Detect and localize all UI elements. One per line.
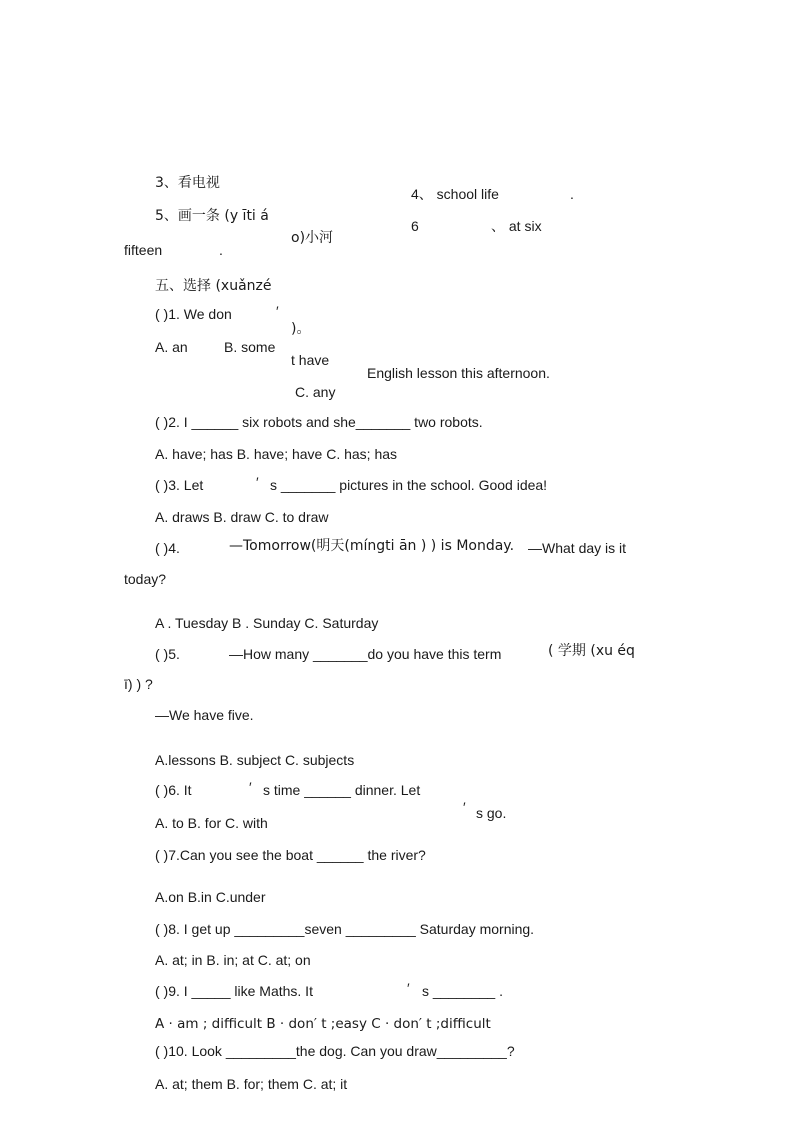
q1-option-b: B. some bbox=[224, 339, 276, 355]
q3-stem-b: s _______ pictures in the school. Good idea! bbox=[270, 477, 548, 493]
q5-answer: —We have five. bbox=[155, 707, 254, 723]
item-5-b: o)小河 bbox=[291, 230, 334, 246]
q4-stem-b: —Tomorrow(明天(míngti ān ) ) is Monday. bbox=[229, 538, 515, 554]
q6-apostrophe-2: ′ bbox=[463, 799, 466, 815]
q5-options: A.lessons B. subject C. subjects bbox=[155, 752, 355, 768]
q8-options: A. at; in B. in; at C. at; on bbox=[155, 952, 311, 968]
q3-apostrophe: ′ bbox=[256, 474, 259, 490]
q10-stem: ( )10. Look _________the dog. Can you draw_________? bbox=[155, 1043, 515, 1059]
q9-apostrophe: ′ bbox=[407, 980, 410, 996]
q5-stem-b: —How many _______do you have this term bbox=[229, 646, 502, 662]
q3-stem-a: ( )3. Let bbox=[155, 477, 204, 493]
item-4: 4、 school life bbox=[411, 186, 499, 202]
q1-stem-c: English lesson this afternoon. bbox=[367, 365, 550, 381]
q6-options: A. to B. for C. with bbox=[155, 815, 268, 831]
q5-stem-d: ī) ) ? bbox=[124, 676, 153, 692]
q5-stem-c: ( 学期 (xu éq bbox=[548, 643, 635, 659]
q7-stem: ( )7.Can you see the boat ______ the river? bbox=[155, 847, 426, 863]
q6-stem-a: ( )6. It bbox=[155, 782, 192, 798]
q10-options: A. at; them B. for; them C. at; it bbox=[155, 1076, 348, 1092]
q5-stem-a: ( )5. bbox=[155, 646, 180, 662]
item-6-dot: . bbox=[219, 242, 223, 258]
q3-options: A. draws B. draw C. to draw bbox=[155, 509, 329, 525]
q6-stem-b: s time ______ dinner. Let bbox=[263, 782, 421, 798]
item-4-dot: . bbox=[570, 186, 574, 202]
q7-options: A.on B.in C.under bbox=[155, 889, 266, 905]
q1-apostrophe: ′ bbox=[276, 303, 279, 319]
q8-stem: ( )8. I get up _________seven _________ Saturday morning. bbox=[155, 921, 535, 937]
q1-option-a: A. an bbox=[155, 339, 188, 355]
q6-stem-c: s go. bbox=[476, 805, 507, 821]
q9-options: A · am ; difficult B · don′ t ;easy C · don′ t ;difficult bbox=[155, 1016, 491, 1032]
q4-stem-c: —What day is it bbox=[528, 540, 627, 556]
q1-option-c: C. any bbox=[295, 384, 336, 400]
q4-stem-a: ( )4. bbox=[155, 540, 180, 556]
q2-options: A. have; has B. have; have C. has; has bbox=[155, 446, 398, 462]
section-heading: 五、选择 (xuǎnzé bbox=[155, 278, 272, 294]
item-6-b: 、 at six bbox=[491, 218, 542, 234]
q4-stem-d: today? bbox=[124, 571, 167, 587]
item-6-a: 6 bbox=[411, 218, 419, 234]
item-3: 3、看电视 bbox=[155, 175, 220, 191]
q9-stem-b: s ________ . bbox=[422, 983, 503, 999]
item-5-a: 5、画一条 (y īti á bbox=[155, 208, 269, 224]
q1-stem-a: ( )1. We don bbox=[155, 306, 232, 322]
q9-stem-a: ( )9. I _____ like Maths. It bbox=[155, 983, 313, 999]
q4-options: A . Tuesday B . Sunday C. Saturday bbox=[155, 615, 379, 631]
item-6-c: fifteen bbox=[124, 242, 163, 258]
section-heading-tail: )。 bbox=[291, 321, 311, 337]
q6-apostrophe: ′ bbox=[249, 779, 252, 795]
q1-stem-b: t have bbox=[291, 352, 330, 368]
q2-stem: ( )2. I ______ six robots and she_______ two robots. bbox=[155, 414, 483, 430]
